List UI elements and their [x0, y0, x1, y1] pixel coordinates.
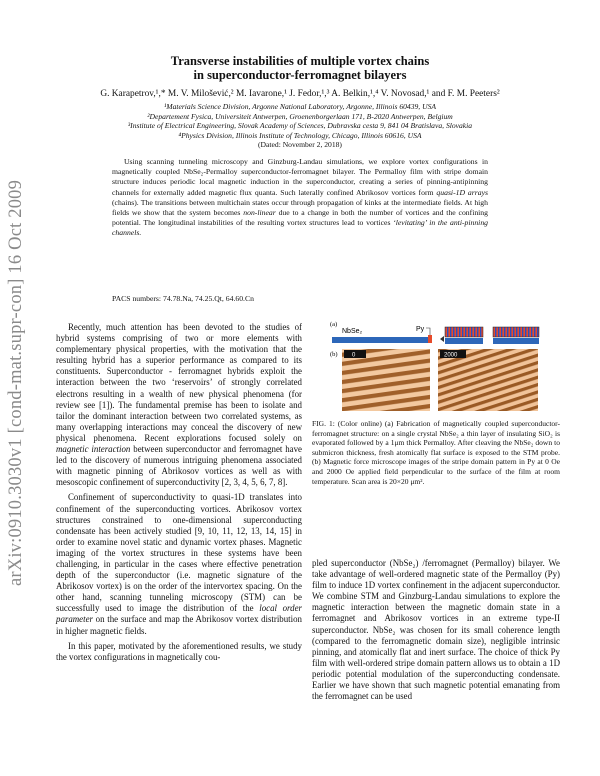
- author-list: G. Karapetrov,¹,* M. V. Milošević,² M. Iavarone,¹ J. Fedor,¹,³ A. Belkin,¹,⁴ V. Novosad,¹ and F. M. Peeters²: [100, 89, 500, 99]
- intro-p2-emphasis: local order parameter: [56, 603, 302, 625]
- abstract-text-3: due to a change in both the number of vortices and the confining potential. The longitudinal instabilities of the resulting vortex structures lead to vortices: [112, 208, 488, 228]
- py-pointer-line: [426, 328, 430, 335]
- paper-title: [100, 54, 500, 82]
- abstract-text-1: Using scanning tunneling microscopy and Ginzburg-Landau simulations, we explore vortex configurations in magnetically coupled NbSe₂-Permalloy superconductor-ferromagnet bilayer. The Permalloy film with stripe domain structure induces periodic local magnetic induction in the superconductor, creating a series of pinning-antipinning channels for externally added magnetic flux quanta. Such laterally confined Abrikosov vortices form: [112, 157, 488, 197]
- pacs-numbers: PACS numbers: 74.78.Na, 74.25.Qt, 64.60.Cn: [112, 294, 254, 303]
- figure-1: [330, 318, 542, 413]
- intro-paragraph-1: [56, 322, 302, 488]
- abstract-emphasis-3: ‘levitating’ in the anti-pinning channels.: [112, 218, 489, 238]
- date-line: (Dated: November 2, 2018): [258, 140, 342, 150]
- stripe-domain-top-left: [445, 327, 483, 337]
- nbse2-layer: [332, 337, 428, 343]
- arrow-icon: [440, 336, 444, 342]
- figure-label-a: (a): [330, 321, 338, 328]
- affiliations: [40, 102, 560, 150]
- affiliation-4: ⁴Physics Division, Illinois Institute of Technology, Chicago, Illinois 60616, USA: [178, 130, 422, 140]
- right-column: [312, 558, 560, 702]
- field-label-0: 0: [352, 352, 356, 359]
- intro-p1-emphasis: magnetic interaction: [56, 444, 131, 455]
- intro-p1-text-b: between superconductor and ferromagnet have led to the discovery of numerous intriguing phenomena associated with magnetic pinning of Abrikosov vortices as well as with mesoscopic confinement of superconductivity [2, 3, 4, 5, 6, 7, 8].: [56, 444, 302, 488]
- stripe-domain-top-right: [493, 327, 539, 337]
- field-label-2000: 2000: [444, 352, 458, 359]
- title-line-1: Transverse instabilities of multiple vortex chains: [170, 54, 430, 68]
- substrate-left: [445, 338, 483, 344]
- intro-p2-text-b: on the surface and map the Abrikosov vortex distribution in higher magnetic fields.: [56, 614, 302, 636]
- label-py: Py: [416, 326, 425, 333]
- abstract-emphasis-1: quasi-1D arrays: [436, 187, 488, 197]
- label-nbse2: NbSe₂: [342, 328, 363, 335]
- figure-label-b: (b): [330, 351, 338, 358]
- arxiv-identifier: arXiv:0910.3030v1 [cond-mat.supr-con] 16 Oct 2009: [6, 179, 26, 586]
- py-layer: [428, 335, 432, 343]
- left-column: [56, 322, 302, 663]
- abstract-text-2: (chains). The transitions between multichain states occur through propagation of kinks at the intermediate fields. At high fields we show that the system becomes: [112, 197, 488, 218]
- right-column-paragraph: pled superconductor (NbSe₂) /ferromagnet (Permalloy) bilayer. We take advantage of well-ordered magnetic state of the Permalloy (Py) film to induce 1D vortex confinement in the adjacent superconductor. We combine STM and Ginzburg-Landau simulations to explore the magnetic interaction between the magnetic domain state in a ferromagnet and Abrikosov vortices in an extreme type-II superconductor. NbSe₂ was chosen for its small coherence length (compared to the ferromagnetic domain size), negligible intrinsic pinning, and atomically flat and inert surface. The choice of thick Py film with well-ordered stripe domain pattern allows us to obtain a 1D periodic potential modulation of the superconducting condensate. Earlier we have shown that such magnetic potential emanating from the ferromagnet can be used: [312, 558, 560, 702]
- affiliation-3: ³Institute of Electrical Engineering, Slovak Academy of Sciences, Dubravska cesta 9, 841 04 Bratislava, Slovakia: [127, 121, 473, 131]
- abstract: [112, 157, 488, 239]
- intro-paragraph-2: [56, 492, 302, 636]
- intro-p2-text-a: Confinement of superconductivity to quasi-1D translates into confinement of the superconducting vortices. Abrikosov vortex structures constrained to one-dimensional superconducting condensate has been actively studied [9, 10, 11, 12, 13, 14, 15] in order to examine novel static and dynamic vortex phases. Magnetic imaging of the vortex structures in these systems have been challenging, in particular in the cases where effective penetration depth of the superconductor (i.e. magnetic signature of the Abrikosov vortex) is on the order of the intervortex spacing. On the other hand, scanning tunneling microscopy (STM) can be successfully used to image the distribution of the: [56, 492, 302, 614]
- affiliation-1: ¹Materials Science Division, Argonne National Laboratory, Argonne, Illinois 60439, USA: [163, 102, 437, 111]
- affiliation-2: ²Departement Fysica, Universiteit Antwerpen, Groenenborgerlaan 171, B-2020 Antwerpen, Belgium: [147, 111, 453, 121]
- abstract-emphasis-2: non-linear: [243, 208, 276, 218]
- substrate-right: [493, 338, 539, 344]
- figure-caption: FIG. 1: (Color online) (a) Fabrication of magnetically coupled superconductor-ferromagnet structure: on a single crystal NbSe₂ a thin layer of insulating SiO₂ is evaporated followed by a 1μm thick Permalloy. After cleaving the NbSe₂ down to submicron thickness, fresh atomically flat surface is exposed to the STM probe. (b) Magnetic force microscope images of the stripe domain pattern in Py at 0 Oe and 2000 Oe applied field perpendicular to the surface of the film at room temperature. Scan area is 20×20 μm².: [312, 419, 560, 486]
- title-line-2: in superconductor-ferromagnet bilayers: [193, 68, 407, 82]
- intro-paragraph-3: In this paper, motivated by the aforementioned results, we study the vortex configurations in magnetically cou-: [56, 640, 302, 662]
- intro-p1-text-a: Recently, much attention has been devoted to the studies of hybrid systems comprising of two or more elements with complementary physical properties, with the motivation that the resulting hybrid has a superior performance as compared to its constituents. Superconductor - ferromagnet hybrids exploit the interaction between the two ‘reservoirs’ of strongly correlated electrons resulting in a wealth of new physical phenomena (for review see [1]). The fundamental premise has been to isolate and tailor the dominant interaction between two correlated systems, as many overlapping interactions may conceal the discovery of new physical phenomena. Recent explorations focused solely on: [56, 322, 302, 443]
